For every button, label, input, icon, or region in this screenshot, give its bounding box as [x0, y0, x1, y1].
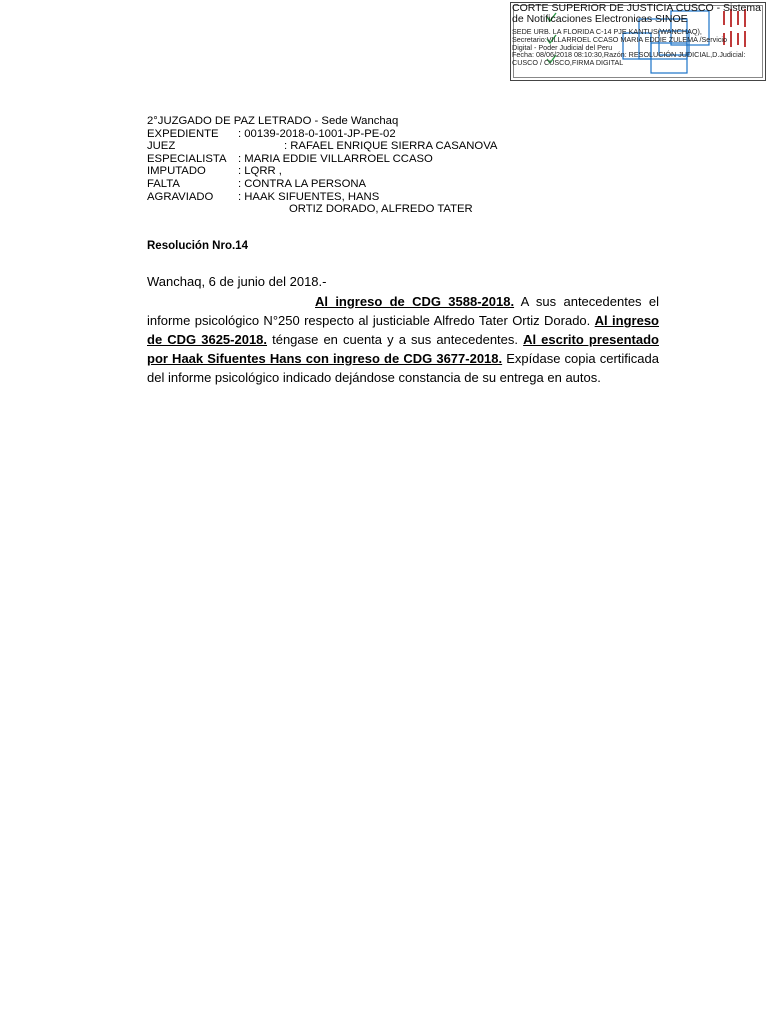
- field-value: : HAAK SIFUENTES, HANS: [238, 190, 380, 203]
- field-value: ORTIZ DORADO, ALFREDO TATER: [289, 203, 473, 216]
- paragraph-segment: Al ingreso de CDG 3588-2018.: [315, 294, 515, 309]
- resolution-title: Resolución Nro.14: [147, 240, 248, 252]
- resolution-date: Wanchaq, 6 de junio del 2018.-: [147, 274, 327, 289]
- field-value: : 00139-2018-0-1001-JP-PE-02: [238, 127, 396, 140]
- field-falta: [147, 178, 398, 191]
- digital-signature-stamp: [510, 2, 766, 81]
- paragraph-segment: Expídase copia certificada del informe psicológico indicado dejándose constancia de su entrega en autos.: [147, 351, 659, 385]
- field-juez: [147, 140, 498, 153]
- stamp-detail-line: SEDE URB. LA FLORIDA C-14 PJE KANTUS(WANCHAQ),: [512, 27, 702, 36]
- field-value: : LQRR ,: [238, 165, 282, 178]
- paragraph-segment: téngase en cuenta y a sus antecedentes.: [267, 332, 524, 347]
- field-agraviado: [147, 191, 398, 204]
- resolution-body: [147, 272, 659, 387]
- field-label: ESPECIALISTA: [147, 152, 227, 165]
- stamp-details: [512, 28, 764, 67]
- field-label: EXPEDIENTE: [147, 127, 219, 140]
- field-imputado: [147, 165, 398, 178]
- field-value: : MARIA EDDIE VILLARROEL CCASO: [238, 152, 433, 165]
- paragraph-segment: Al ingreso de CDG 3625-2018.: [147, 313, 659, 347]
- field-label: JUEZ: [147, 140, 176, 153]
- field-value: : RAFAEL ENRIQUE SIERRA CASANOVA: [284, 140, 498, 153]
- field-label: AGRAVIADO: [147, 190, 214, 203]
- paragraph-segment: Al escrito presentado por Haak Sifuentes Hans con ingreso de CDG 3677-2018.: [147, 332, 659, 366]
- stamp-detail-line: CUSCO / CUSCO,FIRMA DIGITAL: [512, 58, 624, 68]
- case-header: [147, 115, 498, 216]
- stamp-title: CORTE SUPERIOR DE JUSTICIA CUSCO - Sistema de Notificaciones Electronicas SINOE: [512, 2, 761, 25]
- field-expediente: [147, 128, 398, 141]
- court-name: 2°JUZGADO DE PAZ LETRADO - Sede Wanchaq: [147, 115, 399, 127]
- resolution-paragraph: [147, 292, 659, 387]
- field-value: : CONTRA LA PERSONA: [238, 177, 367, 190]
- stamp-detail-line: Secretario:VILLARROEL CCASO MARIA EDDIE ZULEMA /Servicio: [512, 34, 728, 44]
- stamp-detail-line: Fecha: 08/06/2018 08:10:30,Razón: RESOLUCIÓN JUDICIAL,D.Judicial:: [512, 50, 746, 60]
- field-agraviado-continuation: [147, 203, 473, 216]
- field-especialista: [147, 152, 433, 166]
- field-label: FALTA: [147, 177, 180, 190]
- stamp-detail-line: Digital - Poder Judicial del Peru: [512, 42, 613, 52]
- field-label: IMPUTADO: [147, 165, 206, 178]
- paragraph-segment: A sus antecedentes el informe psicológico N°250 respecto al justiciable Alfredo Tater Ortiz Dorado.: [147, 294, 659, 328]
